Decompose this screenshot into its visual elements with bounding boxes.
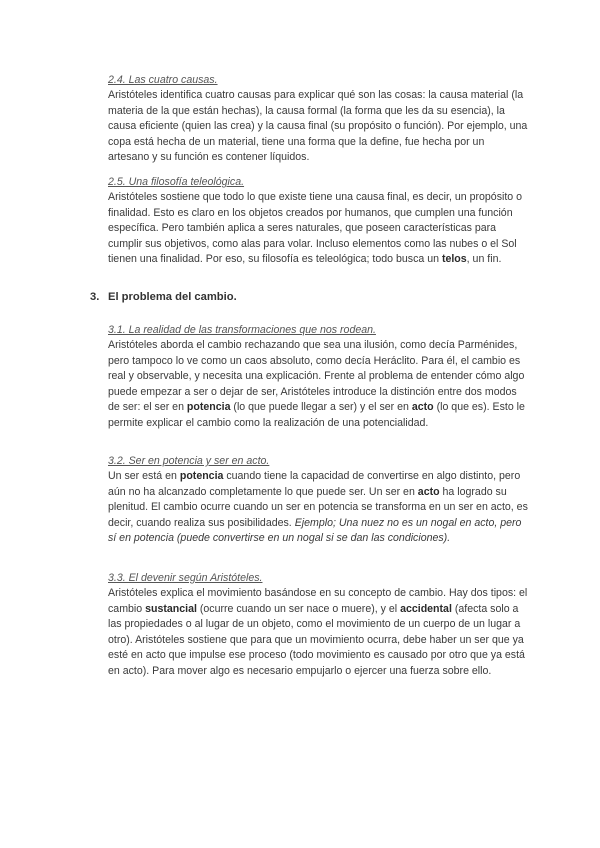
section-3-1 bbox=[108, 322, 528, 432]
section-3-1-heading: 3.1. La realidad de las transformaciones que nos rodean. bbox=[108, 324, 376, 336]
section-3-2 bbox=[108, 453, 528, 547]
section-2-4-heading: 2.4. Las cuatro causas. bbox=[108, 74, 218, 86]
section-2-5-heading: 2.5. Una filosofía teleológica. bbox=[108, 176, 245, 188]
section-2-5-text: Aristóteles sostiene que todo lo que existe tiene una causa final, es decir, un propósito o finalidad. Esto es claro en los objetos creados por humanos, que cumplen una función específica. Pero también aplica a seres naturales, que poseen características para cumplir sus objetivos, como alas para volar. Incluso elementos como las nubes o el Sol tienen una finalidad. Por eso, su filosofía es teleológica; todo busca un telos, un fin. bbox=[108, 191, 523, 266]
section-3-2-text: Un ser está en potencia cuando tiene la capacidad de convertirse en algo distinto, pero aún no ha alcanzado completamente lo que puede ser. Un ser en acto ha logrado su plenitud. El cambio ocurre cuando un ser en potencia se transforma en un ser en acto, es decir, cuando realiza sus posibilidades. Ejemplo; Una nuez no es un nogal en acto, pero sí en potencia (puede convertirse en un nogal si se dan las condiciones). bbox=[108, 470, 528, 545]
example-text: Ejemplo; Una nuez no es un nogal en acto, pero sí en potencia (puede convertirse en un nogal si se dan las condiciones). bbox=[108, 516, 522, 545]
section-3-3 bbox=[108, 570, 528, 680]
section-2-5 bbox=[108, 174, 528, 268]
section-3-3-text: Aristóteles explica el movimiento basándose en su concepto de cambio. Hay dos tipos: el cambio sustancial (ocurre cuando un ser nace o muere), y el accidental (afecta solo a las propiedades o al lugar de un objeto, como el movimiento de un cuerpo de un lugar a otro). Aristóteles sostiene que para que un movimiento ocurra, debe haber un ser que ya esté en acto que impulse ese proceso (todo movimiento es causado por otro que ya está en acto). Para mover algo es necesario empujarlo o ejercer una fuerza sobre ello. bbox=[108, 587, 528, 677]
section-2-4 bbox=[108, 72, 528, 166]
section-3-3-heading: 3.3. El devenir según Aristóteles. bbox=[108, 572, 263, 584]
section-3-title: 3. El problema del cambio. bbox=[90, 291, 237, 303]
section-2-4-text: Aristóteles identifica cuatro causas para explicar qué son las cosas: la causa material (la materia de la que están hechas), la causa formal (la forma que les da su esencia), la causa eficiente (quien las crea) y la causa final (su propósito o función). Por ejemplo, una copa está hecha de un material, tiene una forma que la define, fue hecha por un artesano y su función es contener líquidos. bbox=[108, 89, 528, 164]
section-3-1-text: Aristóteles aborda el cambio rechazando que sea una ilusión, como decía Parménides, pero tampoco lo ve como un caos absoluto, como decía Heráclito. Para él, el cambio es real y observable, y necesita una explicación. Frente al problema de entender cómo algo puede empezar a ser o dejar de ser, Aristóteles introduce la distinción entre dos modos de ser: el ser en potencia (lo que puede llegar a ser) y el ser en acto (lo que es). Esto le permite explicar el cambio como la realización de una potencialidad. bbox=[108, 339, 525, 429]
telos-term: telos bbox=[441, 253, 467, 266]
section-3-2-heading: 3.2. Ser en potencia y ser en acto. bbox=[108, 455, 270, 467]
